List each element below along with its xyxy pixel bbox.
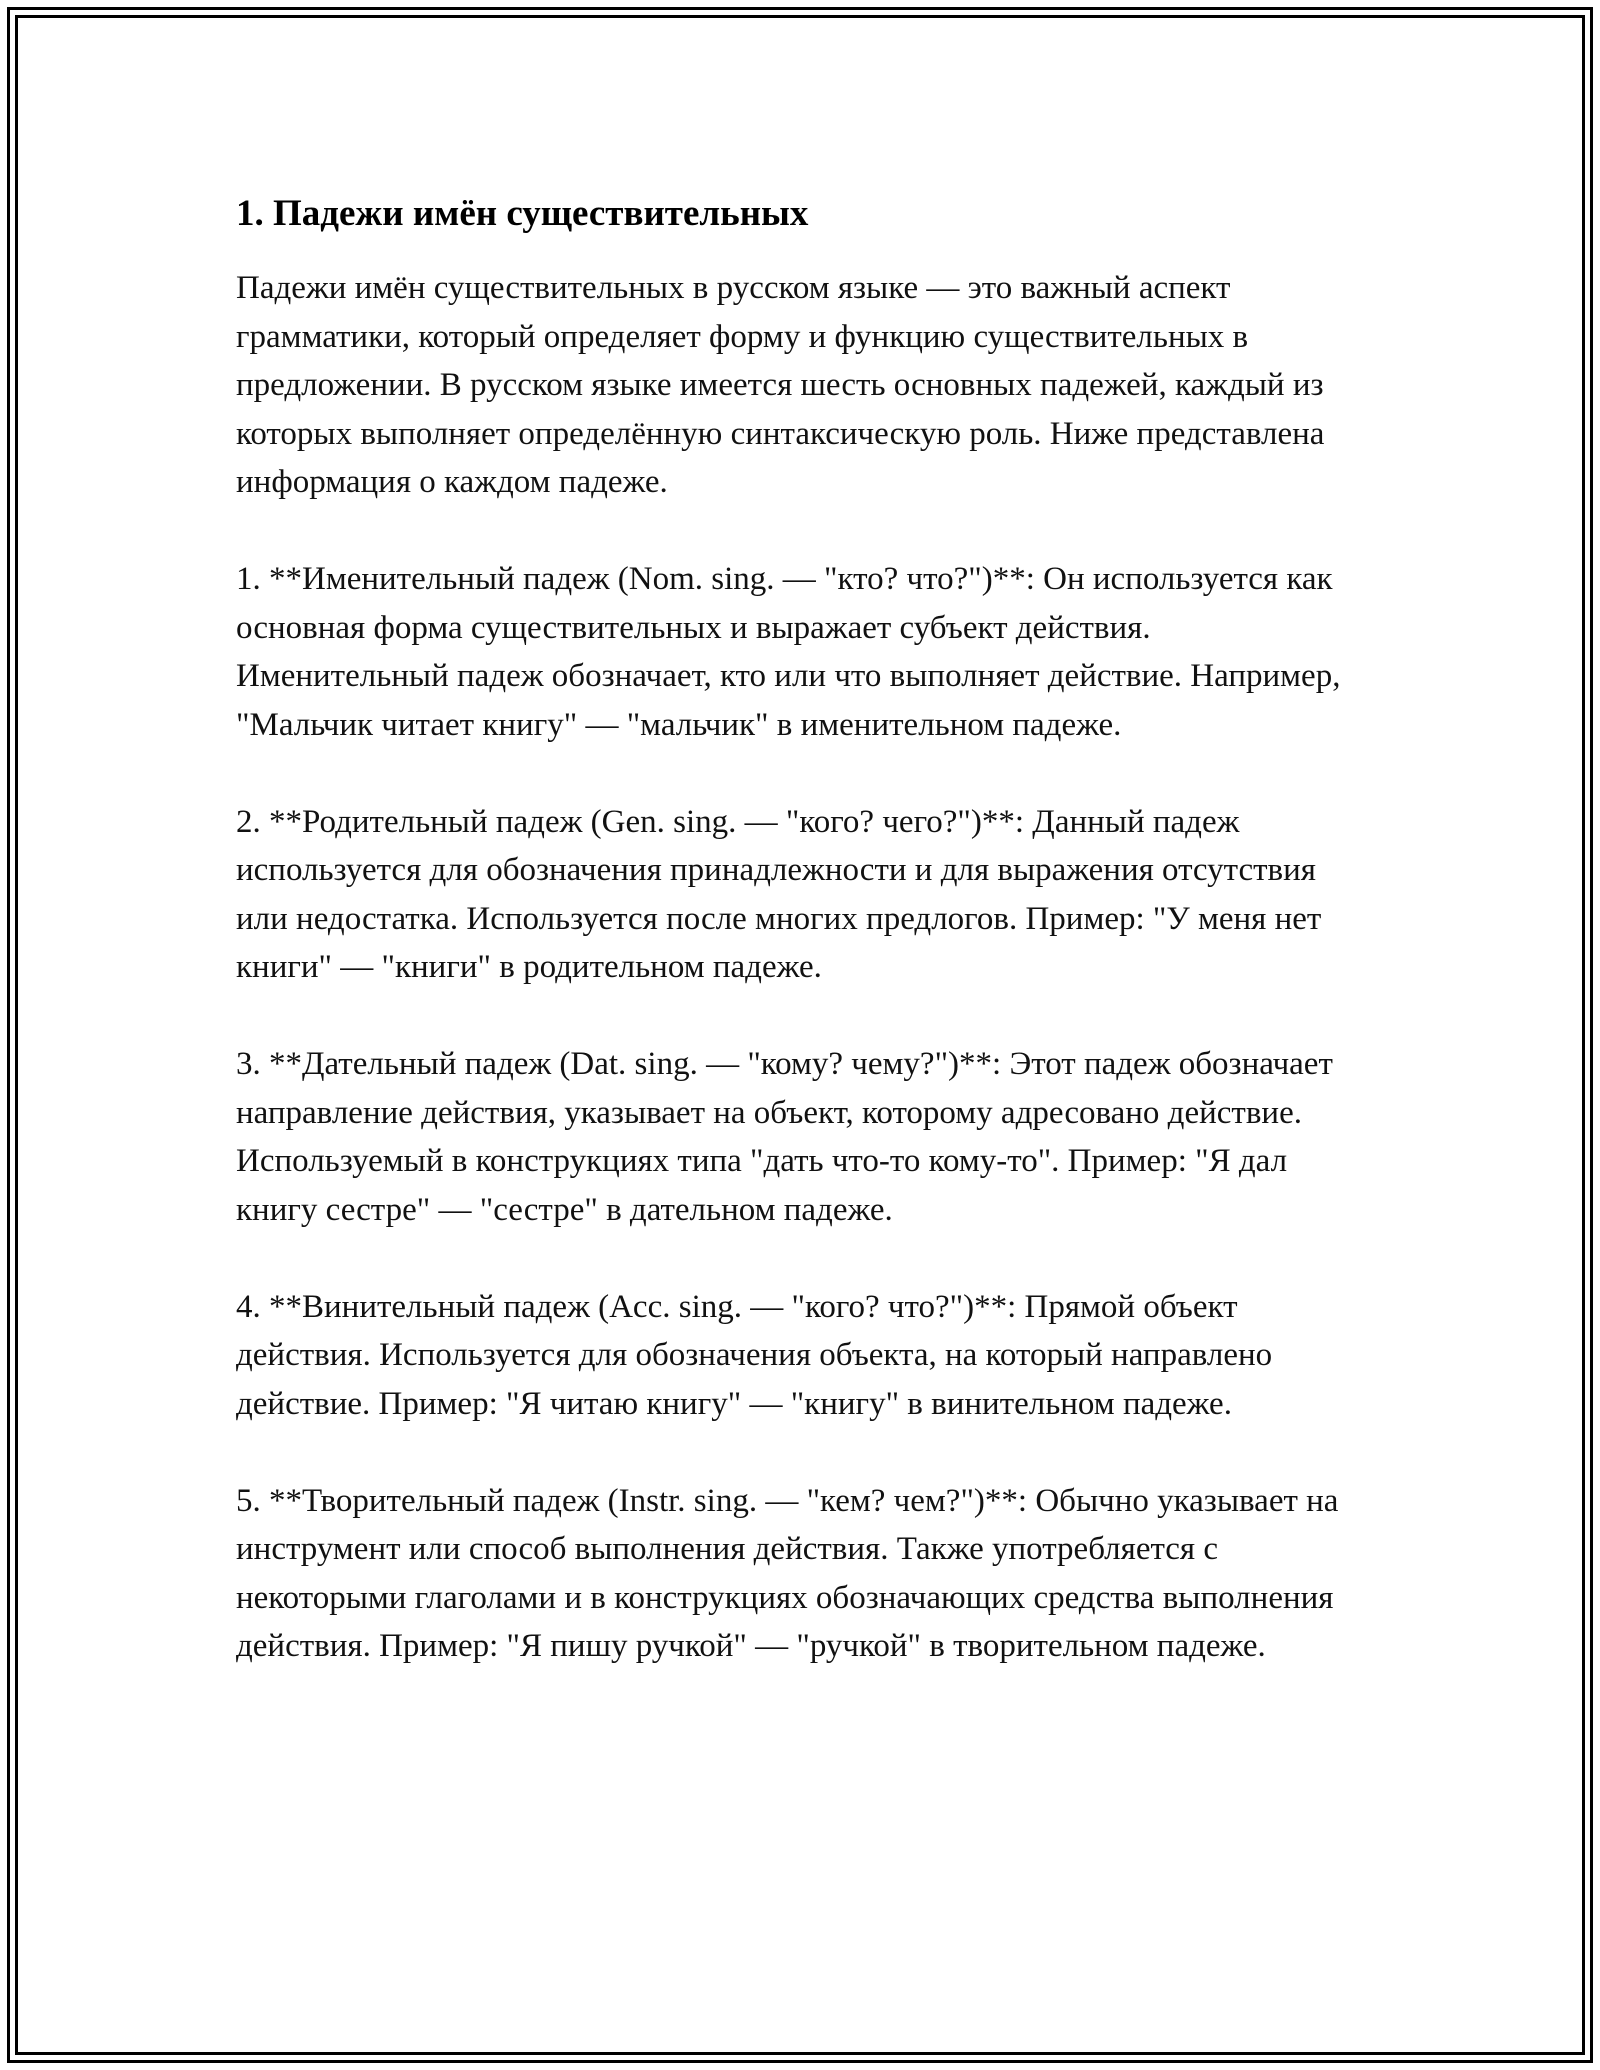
case-paragraph-nominative: 1. **Именительный падеж (Nom. sing. — "кто? что?")**: Он используется как основная форма существительных и выражает субъект действия. Именительный падеж обозначает, кто или что выполняет действие. Например, "Мальчик читает книгу" — "мальчик" в именительном падеже.: [236, 561, 1341, 743]
document-body: [236, 190, 1366, 1671]
case-paragraph-dative: 3. **Дательный падеж (Dat. sing. — "кому? чему?")**: Этот падеж обозначает направление действия, указывает на объект, которому адресовано действие. Используемый в конструкциях типа "дать что-то кому-то". Пример: "Я дал книгу сестре" — "сестре" в дательном падеже.: [236, 1046, 1333, 1228]
case-paragraph-instrumental: 5. **Творительный падеж (Instr. sing. — "кем? чем?")**: Обычно указывает на инструмент или способ выполнения действия. Также употребляется с некоторыми глаголами и в конструкциях обозначающих средства выполнения действия. Пример: "Я пишу ручкой" — "ручкой" в творительном падеже.: [236, 1482, 1339, 1664]
intro-paragraph: Падежи имён существительных в русском языке — это важный аспект грамматики, который определяет форму и функцию существительных в предложении. В русском языке имеется шесть основных падежей, каждый из которых выполняет определённую синтаксическую роль. Ниже представлена информация о каждом падеже.: [236, 270, 1325, 500]
document-title: 1. Падежи имён существительных: [236, 193, 809, 234]
case-paragraph-genitive: 2. **Родительный падеж (Gen. sing. — "кого? чего?")**: Данный падеж используется для обозначения принадлежности и для выражения отсутствия или недостатка. Используется после многих предлогов. Пример: "У меня нет книги" — "книги" в родительном падеже.: [236, 803, 1322, 985]
case-paragraph-accusative: 4. **Винительный падеж (Acc. sing. — "кого? что?")**: Прямой объект действия. Используется для обозначения объекта, на который направлено действие. Пример: "Я читаю книгу" — "книгу" в винительном падеже.: [236, 1288, 1273, 1422]
